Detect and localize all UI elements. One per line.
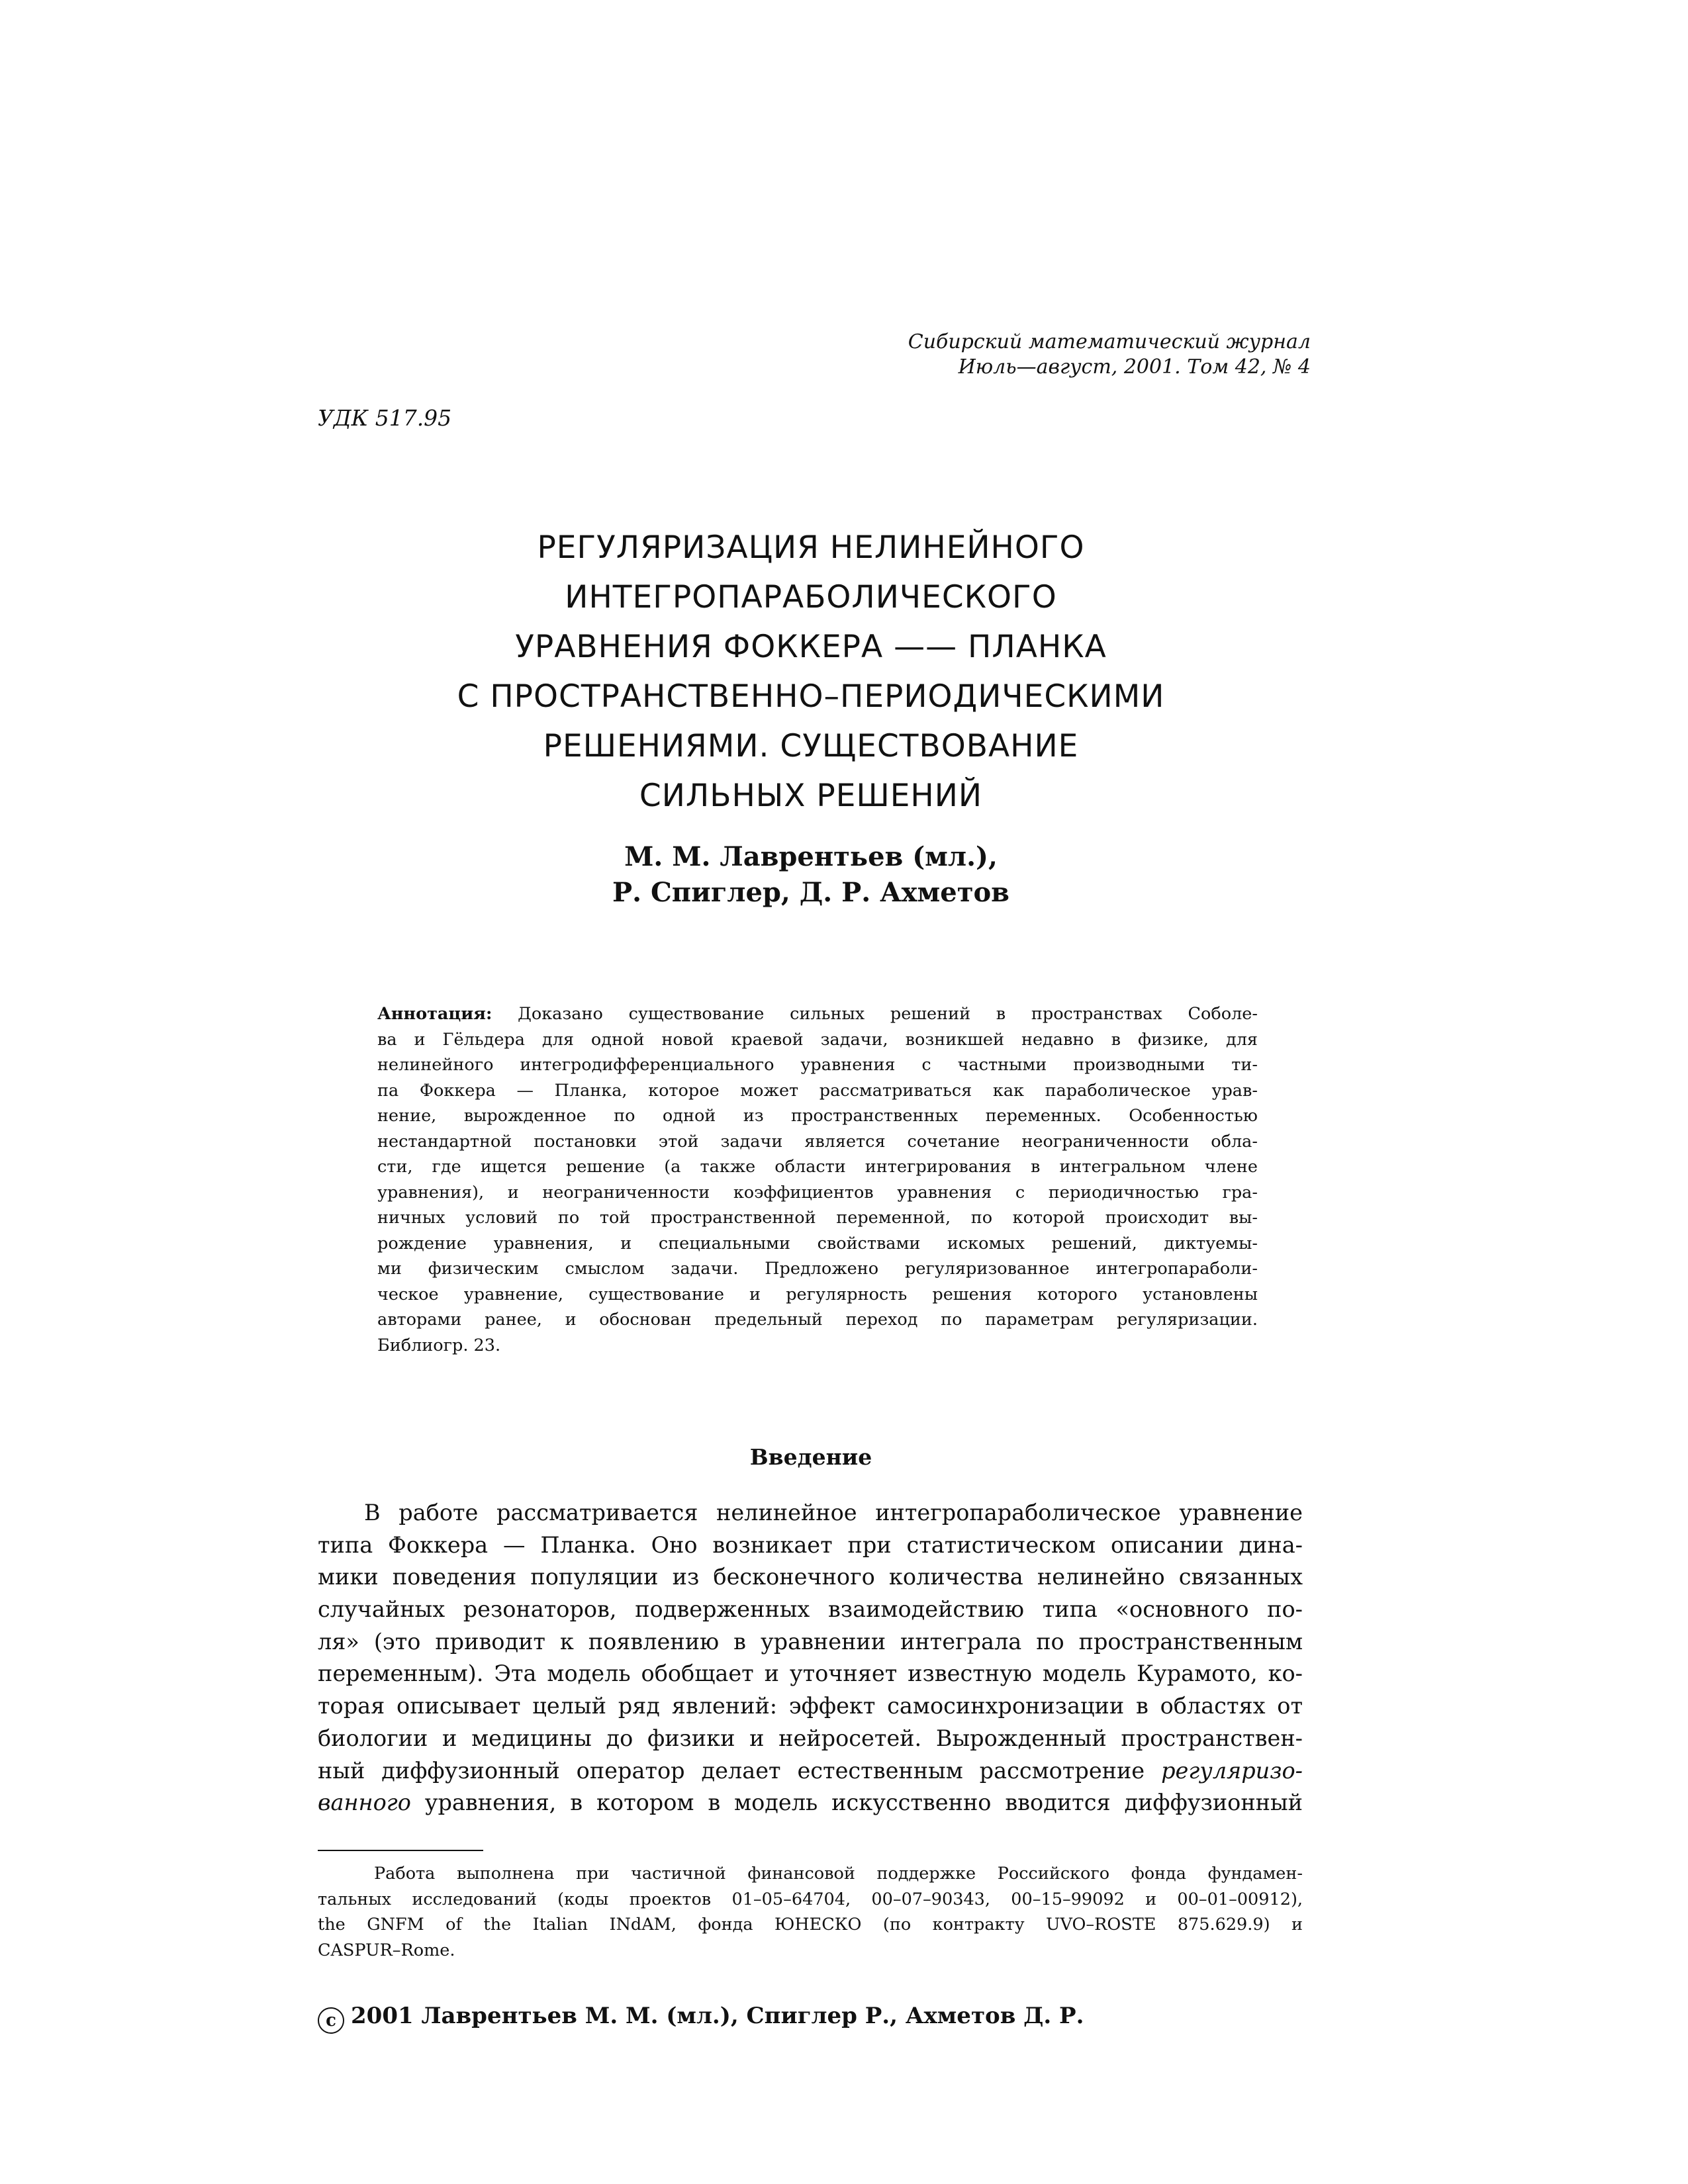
abstract-line: рождение уравнения, и специальными свойствами искомых решений, диктуемы-: [377, 1233, 1258, 1253]
authors: [318, 839, 1304, 911]
abstract-line: авторами ранее, и обоснован предельный переход по параметрам регуляризации.: [377, 1310, 1258, 1330]
abstract-line: нелинейного интегродифференциального уравнения с частными производными ти-: [377, 1055, 1258, 1075]
abstract-line: па Фоккера — Планка, которое может рассматриваться как параболическое урав-: [377, 1080, 1258, 1101]
intro-line: типа Фоккера — Планка. Оно возникает при статистическом описании дина-: [318, 1531, 1303, 1558]
intro-line: переменным). Эта модель обобщает и уточняет известную модель Курамото, ко-: [318, 1661, 1303, 1687]
footnote-rule: [318, 1850, 483, 1851]
footnote-line: CASPUR–Rome.: [318, 1940, 455, 1960]
abstract-line: Библиогр. 23.: [377, 1335, 501, 1355]
abstract-line: ничных условий по той пространственной переменной, по которой происходит вы-: [377, 1208, 1258, 1228]
title-line: РЕШЕНИЯМИ. СУЩЕСТВОВАНИЕ: [543, 728, 1079, 764]
abstract-line: ческое уравнение, существование и регулярность решения которого установлены: [377, 1284, 1258, 1304]
abstract-line: сти, где ищется решение (а также области интегрирования в интегральном члене: [377, 1157, 1258, 1177]
intro-line: биологии и медицины до физики и нейросетей. Вырожденный пространствен-: [318, 1725, 1303, 1751]
abstract-line: нение, вырожденное по одной из пространственных переменных. Особенностью: [377, 1106, 1258, 1126]
journal-name: Сибирский математический журнал: [908, 330, 1311, 353]
intro-paragraph: [318, 1497, 1303, 1819]
copyright-icon: c: [318, 2007, 344, 2034]
paper-title: [318, 523, 1304, 821]
title-line: УРАВНЕНИЯ ФОККЕРА —— ПЛАНКА: [515, 629, 1107, 665]
abstract-line: [377, 1001, 1258, 1027]
copyright: [318, 2003, 1084, 2034]
footnote-line: тальных исследований (коды проектов 01–05–64704, 00–07–90343, 00–15–99092 и 00–01–00912),: [318, 1889, 1303, 1909]
footnote: [318, 1861, 1303, 1963]
intro-line: мики поведения популяции из бесконечного количества нелинейно связанных: [318, 1564, 1303, 1590]
intro-italic: регуляризо-: [1161, 1757, 1303, 1784]
abstract-line: ва и Гёльдера для одной новой краевой задачи, возникшей недавно в физике, для: [377, 1029, 1258, 1050]
intro-text: уравнения, в котором в модель искусственно вводится диффузионный: [410, 1790, 1303, 1816]
intro-line: В работе рассматривается нелинейное интегропараболическое уравнение: [364, 1500, 1303, 1525]
udk-code: УДК 517.95: [318, 405, 452, 431]
intro-line: случайных резонаторов, подверженных взаимодействию типа «основного по-: [318, 1596, 1303, 1623]
copyright-text: 2001 Лаврентьев М. М. (мл.), Спиглер Р., Ахметов Д. Р.: [351, 2003, 1084, 2029]
intro-italic: ванного: [318, 1790, 411, 1816]
abstract-line: уравнения), и неограниченности коэффициентов уравнения с периодичностью гра-: [377, 1182, 1258, 1203]
intro-line: [318, 1787, 1303, 1819]
journal-issue: Июль—август, 2001. Том 42, № 4: [958, 355, 1311, 379]
journal-info: [715, 330, 1311, 380]
abstract-line: нестандартной постановки этой задачи является сочетание неограниченности обла-: [377, 1131, 1258, 1152]
abstract-label: Аннотация:: [377, 1004, 492, 1024]
title-line: РЕГУЛЯРИЗАЦИЯ НЕЛИНЕЙНОГО: [537, 529, 1085, 566]
title-line: С ПРОСТРАНСТВЕННО–ПЕРИОДИЧЕСКИМИ: [457, 678, 1165, 715]
authors-line-2: Р. Спиглер, Д. Р. Ахметов: [612, 877, 1009, 908]
abstract-line: ми физическим смыслом задачи. Предложено регуляризованное интегропараболи-: [377, 1259, 1258, 1279]
title-line: ИНТЕГРОПАРАБОЛИЧЕСКОГО: [565, 579, 1057, 615]
footnote-line: the GNFM of the Italian INdAM, фонда ЮНЕСКО (по контракту UVO–ROSTE 875.629.9) и: [318, 1915, 1303, 1934]
authors-line-1: М. М. Лаврентьев (мл.),: [624, 841, 998, 872]
section-heading: Введение: [749, 1444, 872, 1470]
intro-line: ля» (это приводит к появлению в уравнении интеграла по пространственным: [318, 1628, 1303, 1655]
footnote-line: Работа выполнена при частичной финансовой поддержке Российского фонда фундамен-: [374, 1864, 1303, 1884]
intro-text: ный диффузионный оператор делает естественным рассмотрение: [318, 1757, 1162, 1784]
intro-line: торая описывает целый ряд явлений: эффект самосинхронизации в областях от: [318, 1693, 1303, 1719]
abstract: [377, 1001, 1258, 1358]
title-line: СИЛЬНЫХ РЕШЕНИЙ: [639, 778, 983, 814]
abstract-text: Доказано существование сильных решений в пространствах Соболе-: [492, 1004, 1258, 1024]
intro-line: [318, 1755, 1303, 1788]
